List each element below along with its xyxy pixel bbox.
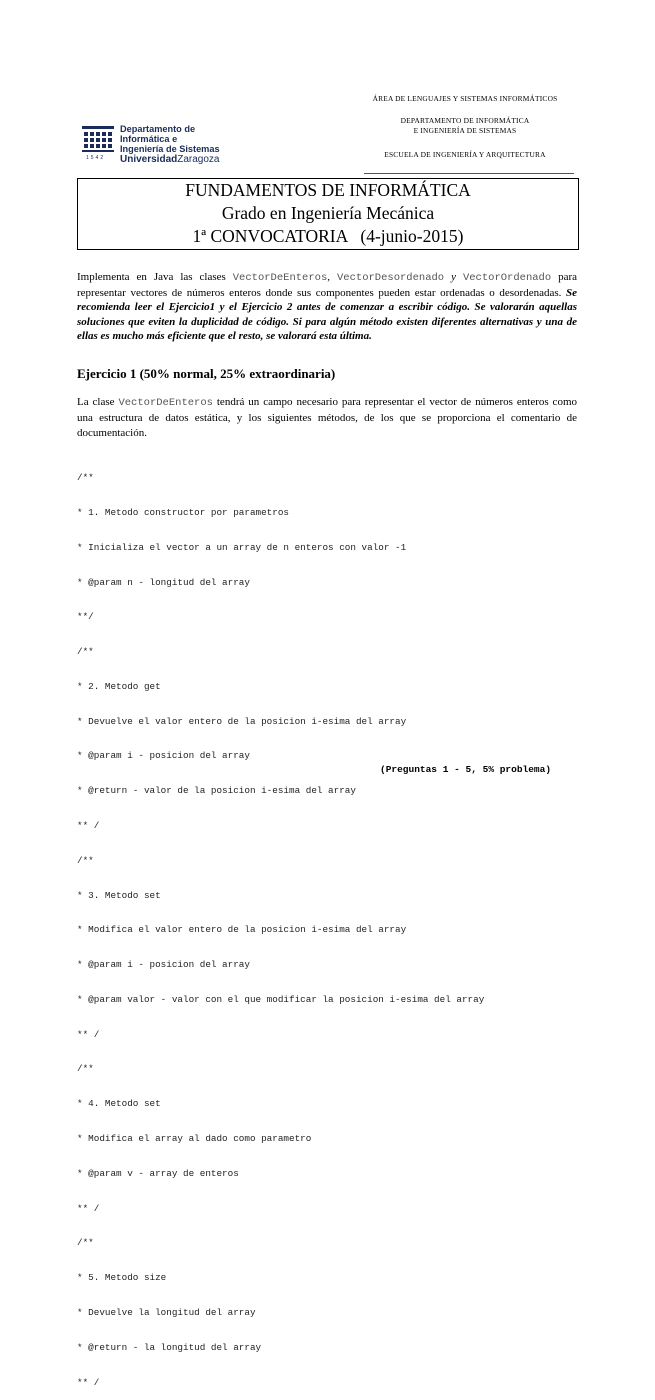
code-line: * @param i - posicion del array (77, 959, 250, 971)
school-heading: ESCUELA DE INGENIERÍA Y ARQUITECTURA (384, 150, 546, 159)
code-line: * @param i - posicion del array (77, 750, 250, 762)
exercise-1-text-1: La clase (77, 396, 115, 408)
code-line: * Devuelve la longitud del array (77, 1306, 256, 1318)
code-line: * @return - la longitud del array (77, 1341, 262, 1353)
code-line: /** (77, 472, 94, 484)
intro-recommendation: Se recomienda leer el Ejercicio1 y el Ejercicio 2 antes de comenzar a escribir código. Se valorarán aquellas soluciones que eviten la duplicidad de código. Si para algún método existen diferentes alternativas y una de ellas es mucho más eficiente que el resto, se valorará esta última. (77, 286, 578, 343)
code-line: ** / (77, 1028, 100, 1040)
intro-text-1: Implementa en Java las clases (77, 271, 226, 283)
exercise-1-text-2: tendrá un campo necesario para representar el vector de números enteros como una estructura de datos estática, y los siguientes métodos, de los que se proporciona el comentario de documentación. (77, 396, 577, 439)
logo-univ-bold: Universidad (120, 154, 178, 165)
code-line: * Modifica el array al dado como parametro (77, 1133, 312, 1145)
exercise-1-class-name: VectorDeEnteros (118, 397, 213, 409)
exercise-1-title: Ejercicio 1 (50% normal, 25% extraordinaria) (77, 366, 336, 381)
department-logo (80, 124, 230, 166)
header-rule (364, 173, 574, 174)
logo-line-1: Departamento de (120, 124, 196, 134)
code-line: ** / (77, 820, 100, 831)
code-line: /** (77, 1237, 94, 1249)
code-line: * 4. Metodo set (77, 1098, 161, 1110)
code-line: **/ (77, 611, 94, 623)
intro-text-2: para representar vectores de números enteros donde sus componentes pueden estar ordenadas o desordenadas. (77, 271, 578, 299)
intro-and: y (451, 271, 456, 283)
class-name-vector-desordenado: VectorDesordenado (336, 272, 445, 284)
area-heading: ÁREA DE LENGUAJES Y SISTEMAS INFORMÁTICOS (372, 94, 558, 103)
degree-title: Grado en Ingeniería Mecánica (221, 203, 435, 223)
logo-univ-name: Zaragoza (177, 154, 220, 165)
exam-date: 1ª CONVOCATORIA (4-junio-2015) (192, 226, 464, 246)
logo-line-3: Ingeniería de Sistemas (120, 144, 220, 154)
code-comment-block (77, 449, 597, 1400)
code-line: ** / (77, 1376, 100, 1388)
code-line: * @return - valor de la posicion i-esima del array (77, 785, 356, 797)
class-name-vector-de-enteros: VectorDeEnteros (232, 272, 328, 284)
preguntas-note: (Preguntas 1 - 5, 5% problema) (380, 764, 552, 775)
class-name-vector-ordenado: VectorOrdenado (462, 272, 552, 284)
code-line: * 2. Metodo get (77, 680, 161, 692)
department-line-2: E INGENIERÍA DE SISTEMAS (413, 126, 517, 135)
crest-year: 1542 (86, 155, 106, 161)
code-line: /** (77, 854, 94, 866)
code-line: * Devuelve el valor entero de la posicion i-esima del array (77, 715, 407, 727)
exercise-1-paragraph (77, 395, 577, 440)
code-line: * 1. Metodo constructor por parametros (77, 506, 290, 518)
title-box (77, 178, 579, 250)
intro-comma: , (327, 271, 331, 283)
department-line-1: DEPARTAMENTO DE INFORMÁTICA (400, 116, 530, 125)
code-line: * @param n - longitud del array (77, 576, 250, 588)
code-line: * Inicializa el vector a un array de n enteros con valor -1 (77, 541, 407, 553)
code-line: * Modifica el valor entero de la posicion i-esima del array (77, 924, 407, 936)
intro-paragraph (77, 270, 577, 344)
code-line: * 3. Metodo set (77, 889, 161, 901)
logo-line-2: Informática e (120, 134, 178, 144)
code-line: /** (77, 1063, 94, 1075)
code-line: ** / (77, 1202, 100, 1214)
code-line: * @param v - array de enteros (77, 1167, 239, 1179)
code-line: * @param valor - valor con el que modificar la posicion i-esima del array (77, 993, 485, 1005)
course-title: FUNDAMENTOS DE INFORMÁTICA (185, 180, 471, 200)
code-line: /** (77, 646, 94, 658)
code-line: * 5. Metodo size (77, 1272, 167, 1284)
